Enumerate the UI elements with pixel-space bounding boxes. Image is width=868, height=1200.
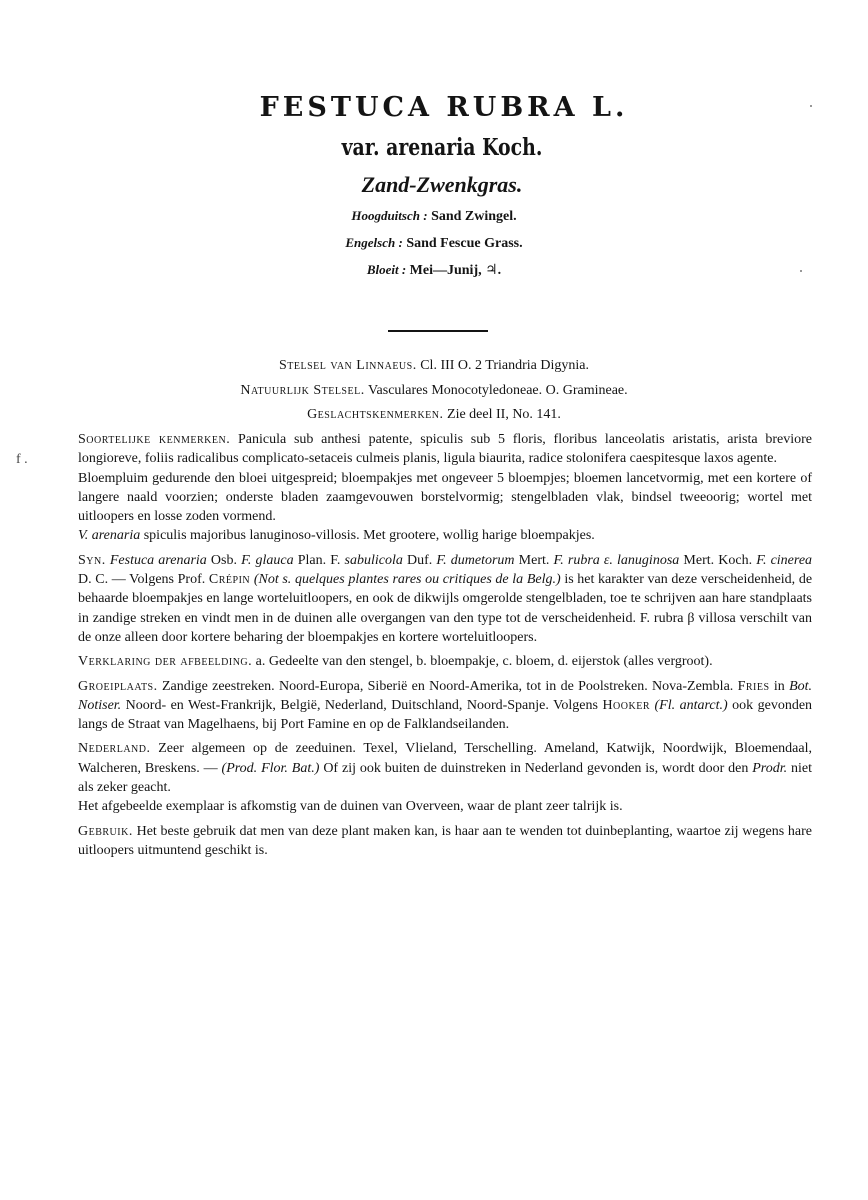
title-divider <box>388 330 488 332</box>
german-name-line <box>0 208 868 225</box>
genus-characters-line <box>0 407 868 423</box>
synonym-author: Mert. <box>518 552 550 568</box>
netherlands-label: Nederland. <box>78 741 151 757</box>
species-dutch-paragraph: Bloempluim gedurende den bloei uitgespreid; bloempakjes met ongeveer 5 bloempjes; bloemen lancetvormig, met een kortere of langere naald voorzien; onderste bladen zaamgevouwen borstelvormig; stengelbladen vlak, bindsel tweeoorig; wortel met uitloopers en losse zoden vormend. <box>78 470 812 525</box>
use-paragraph <box>78 822 812 861</box>
linnaeus-label: Stelsel van Linnaeus. <box>279 358 417 373</box>
speck <box>810 105 812 107</box>
netherlands-text: Zeer algemeen op de zeeduinen. Texel, Vlieland, Terschelling. Ameland, Katwijk, Noordwijk, Bloemendaal, Walcheren, Breskens. — <box>78 741 812 776</box>
author-fries: Fries <box>737 678 770 694</box>
linnaeus-system-line <box>0 358 868 374</box>
synonym-name: F. dumetorum <box>436 552 515 568</box>
page-title: FESTUCA RUBRA L. <box>259 92 629 123</box>
prodromus-source: (Prod. Flor. Bat.) <box>221 760 320 776</box>
use-text: Het beste gebruik dat men van deze plant maken kan, is haar aan te wenden tot duinbeplanting, waartoe zij wegens hare uitloopers uitmuntend geschikt is. <box>78 823 813 858</box>
author-crepin: Crépin <box>208 572 251 588</box>
flowering-label: Bloeit : <box>366 262 407 277</box>
prodromus-abbrev: Prodr. <box>752 760 788 776</box>
use-label: Gebruik. <box>78 823 133 839</box>
habitat-text: Noord- en West-Frankrijk, België, Nederland, Duitschland, Noord-Spanje. Volgens <box>125 697 598 713</box>
genus-value: Zie deel II, No. 141. <box>447 407 561 422</box>
variety-title: var. arenaria Koch. <box>341 134 543 161</box>
netherlands-paragraph <box>78 739 812 797</box>
margin-mark: f . <box>16 452 28 467</box>
fries-source: Bot. Notiser. <box>78 678 813 713</box>
synonym-name: F. glauca <box>241 552 294 568</box>
genus-label: Geslachtskenmerken. <box>307 407 444 422</box>
netherlands-text: niet als zeker geacht. <box>78 760 813 796</box>
synonym-paragraph <box>78 551 812 647</box>
linnaeus-value: Cl. III O. 2 Triandria Digynia. <box>420 358 589 373</box>
synonym-name: sabulicola <box>344 552 403 568</box>
synonym-author: Mert. Koch. <box>683 552 753 568</box>
flowering-value: Mei—Junij, ♃. <box>409 263 502 278</box>
synonym-name: F. cinerea <box>756 552 813 568</box>
variety-label: V. arenaria <box>78 528 141 544</box>
speck <box>800 270 802 272</box>
hooker-source: (Fl. antarct.) <box>654 697 728 713</box>
species-text: Panicula sub anthesi patente, spiculis sub 5 floris, floribus lanceolatis aristatis, arista breviore longioreve, foliis radicalibus complicato-setaceis culmeis planis, ligula biaurita, radice stolonifera caespitesque laxos agente. <box>78 432 813 467</box>
habitat-text: in <box>773 678 785 694</box>
german-name-value: Sand Zwingel. <box>431 209 517 224</box>
species-paragraph <box>78 430 812 469</box>
netherlands-text: Of zij ook buiten de duinstreken in Nederland gevonden is, wordt door den <box>323 760 749 776</box>
english-name-value: Sand Fescue Grass. <box>406 236 523 251</box>
synonym-discussion: is het karakter van deze verscheidenheid, de behaarde bloempakjes en lange worteluitloopers, en ook de dikwijls omgerolde stengelbladen, toe te schrijven aan hare standplaats in zandige streken en vindt men in de duinen alle overgangen van den type tot de verscheidenheid. F. rubra β villosa verschilt van de onze alleen door kortere beharing der bloempakjes en kortere worteluitloopers. <box>78 572 813 645</box>
variety-text: spiculis majoribus lanuginoso-villosis. Met grootere, wollig harige bloempakjes. <box>143 528 595 544</box>
synonym-author: Duf. <box>406 552 433 568</box>
synonym-author: Plan. F. <box>297 552 341 568</box>
synonym-author: Osb. <box>210 552 237 568</box>
author-hooker: Hooker <box>602 697 650 713</box>
synonym-author: D. C. — Volgens Prof. <box>78 572 206 588</box>
natural-system-line <box>0 383 868 399</box>
specimen-paragraph: Het afgebeelde exemplaar is afkomstig van de duinen van Overveen, waar de plant zeer talrijk is. <box>78 799 623 815</box>
habitat-text: ook gevonden langs de Straat van Magelhaens, bij Port Famine en op de Falklandseilanden. <box>78 697 813 733</box>
vernacular-name: Zand-Zwenkgras. <box>361 172 523 197</box>
figure-explanation-paragraph <box>78 652 812 671</box>
english-name-line <box>0 235 868 252</box>
figure-text: a. Gedeelte van den stengel, b. bloempakje, c. bloem, d. eijerstok (alles vergroot). <box>255 654 713 670</box>
habitat-text: Zandige zeestreken. Noord-Europa, Siberië en Noord-Amerika, tot in de Poolstreken. Nova-Zembla. <box>161 678 734 694</box>
natural-value: Vasculares Monocotyledoneae. O. Gramineae. <box>367 383 628 398</box>
variety-paragraph <box>78 526 812 545</box>
synonym-name: Festuca arenaria <box>109 552 207 568</box>
body-text <box>78 430 812 865</box>
natural-label: Natuurlijk Stelsel. <box>240 383 365 398</box>
habitat-label: Groeiplaats. <box>78 678 158 694</box>
crepin-source: (Not s. quelques plantes rares ou critiques de la Belg.) <box>253 572 561 588</box>
species-label: Soortelijke kenmerken. <box>78 432 231 447</box>
synonym-label: Syn. <box>78 552 106 568</box>
german-name-label: Hoogduitsch : <box>351 208 428 223</box>
habitat-paragraph <box>78 677 812 735</box>
synonym-name: F. rubra ε. lanuginosa <box>553 552 680 568</box>
english-name-label: Engelsch : <box>345 235 403 250</box>
figure-label: Verklaring der afbeelding. <box>78 654 253 670</box>
flowering-line <box>0 262 868 279</box>
